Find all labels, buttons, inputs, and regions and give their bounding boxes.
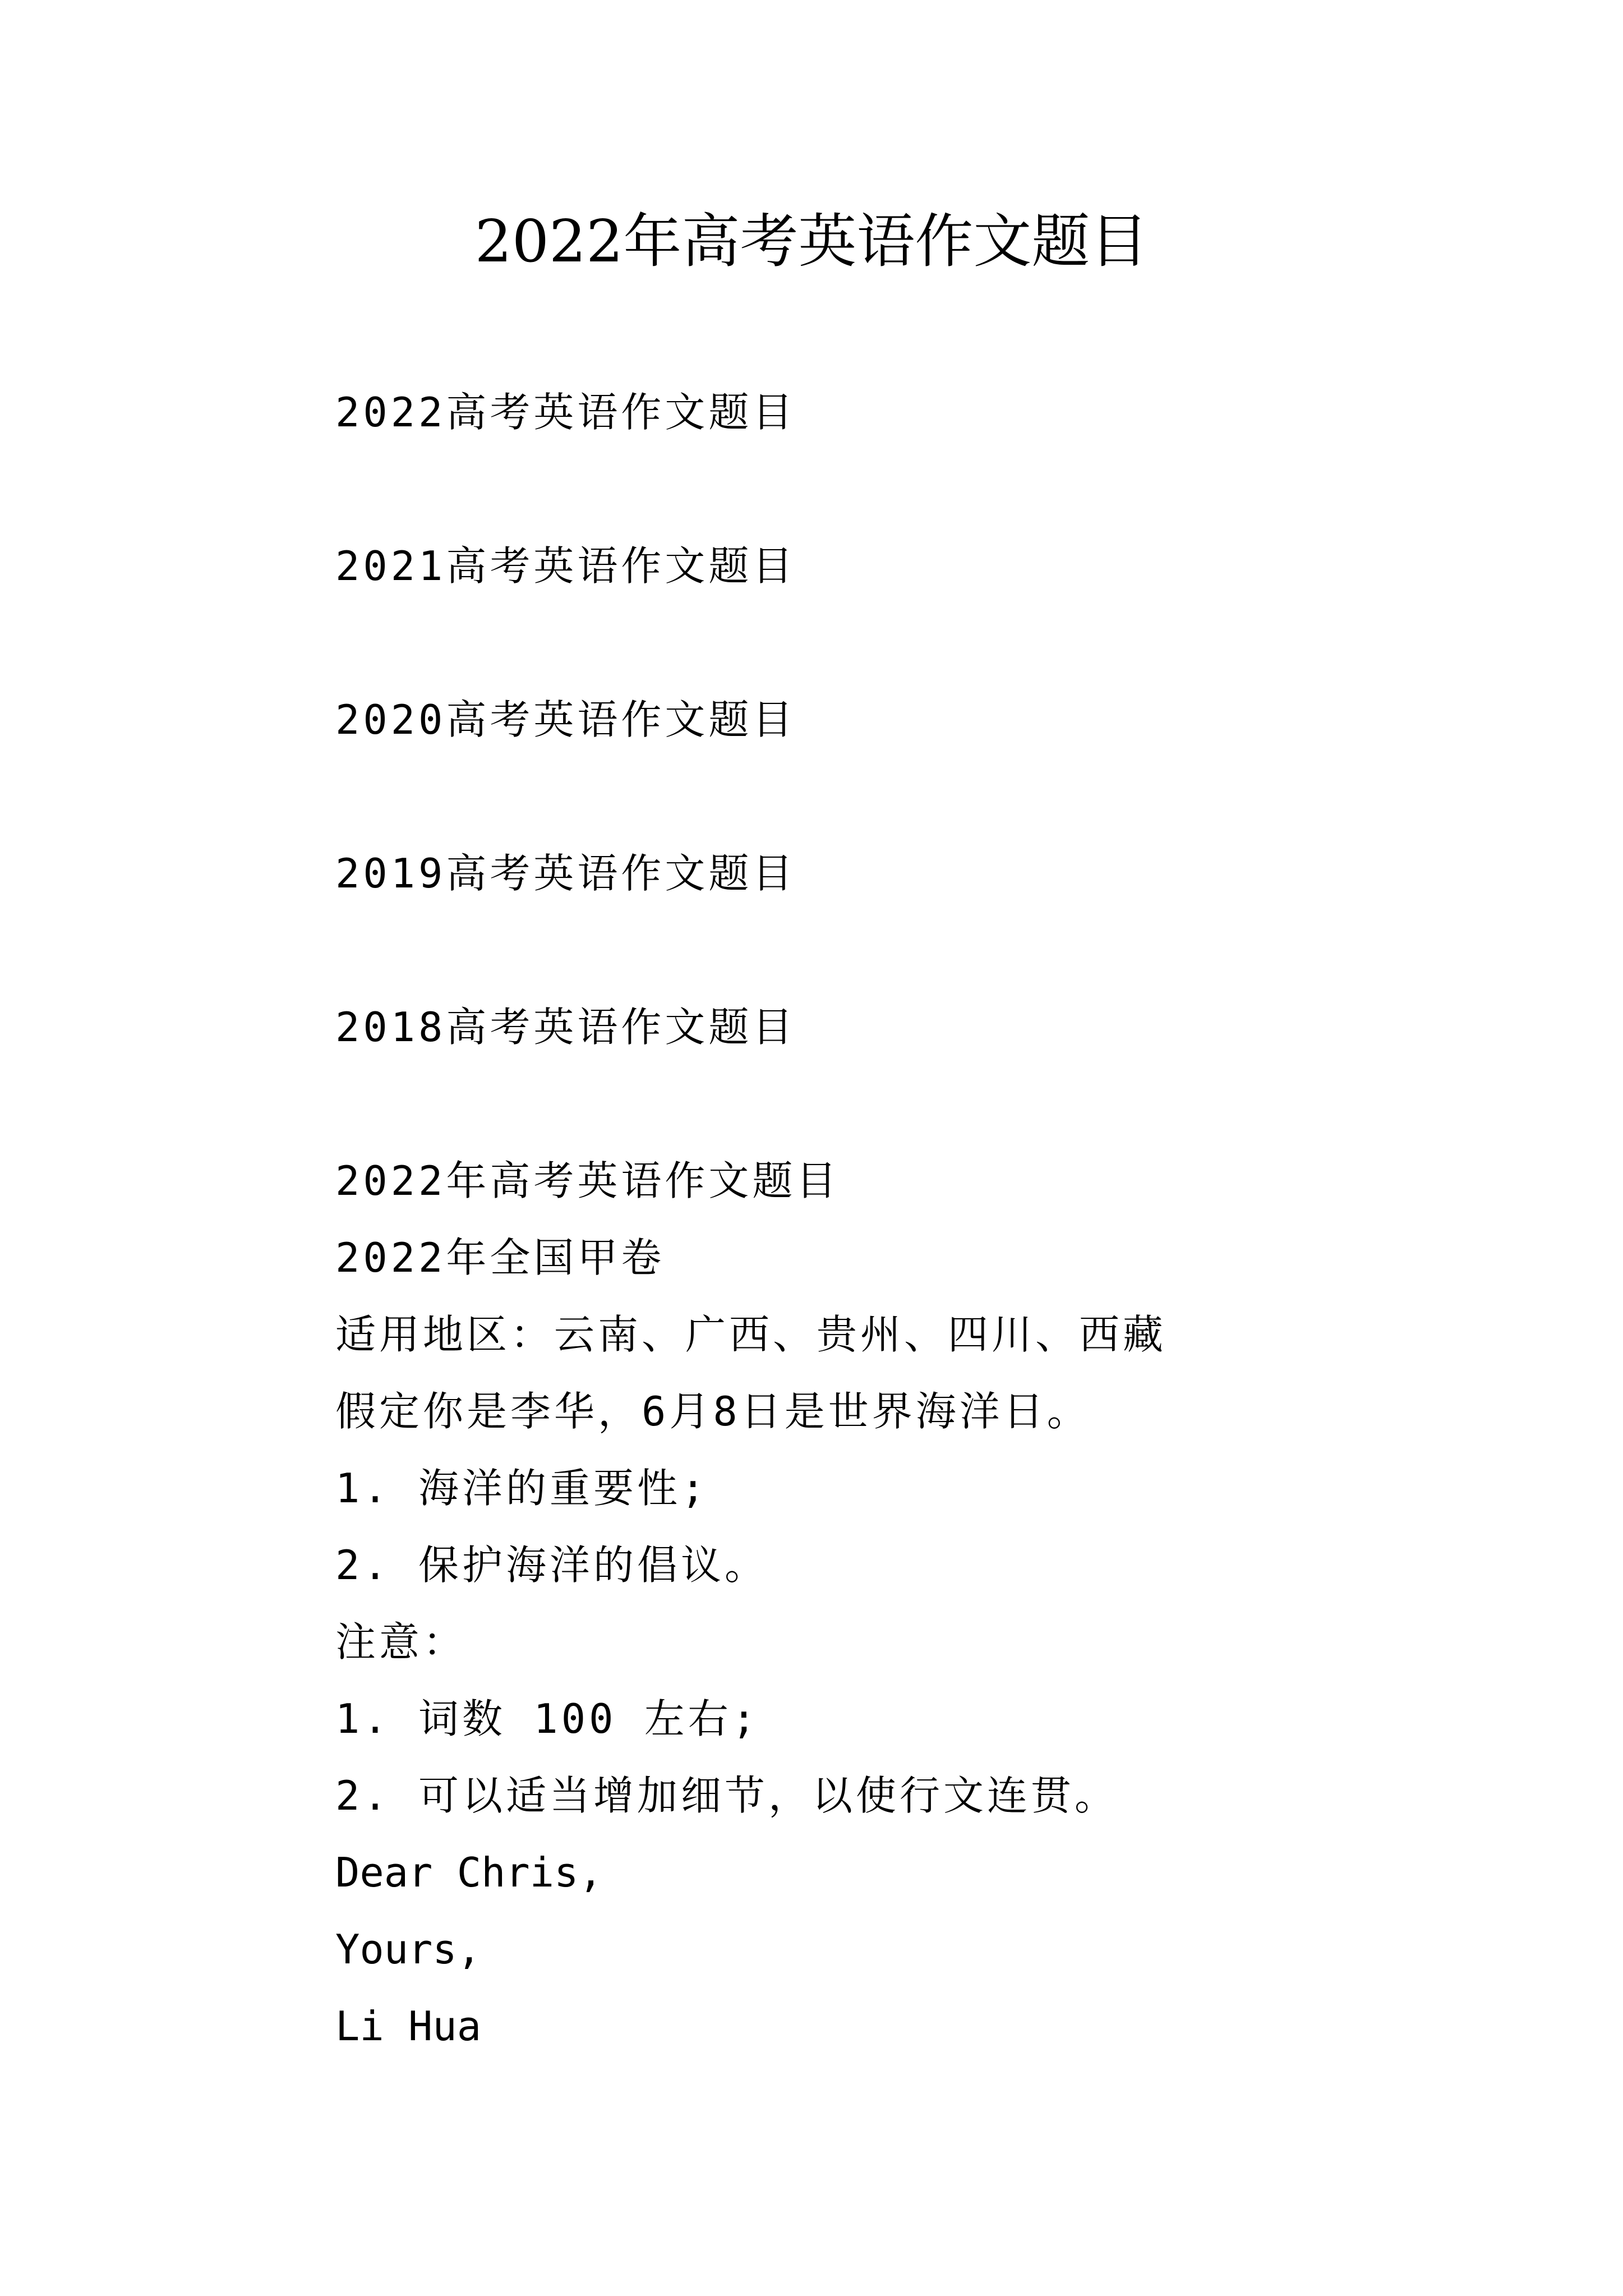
toc-item-2022: 2022高考英语作文题目	[335, 389, 796, 436]
prompt-scenario: 假定你是李华，6月8日是世界海洋日。	[335, 1388, 1091, 1435]
section-heading: 2022年高考英语作文题目	[335, 1157, 840, 1204]
toc-item-2019: 2019高考英语作文题目	[335, 850, 796, 897]
letter-signature: Li Hua	[335, 2003, 482, 2050]
requirement-2: 2. 保护海洋的倡议。	[335, 1542, 769, 1589]
toc-item-2021: 2021高考英语作文题目	[335, 542, 796, 590]
toc-item-2020: 2020高考英语作文题目	[335, 696, 796, 743]
note-2: 2. 可以适当增加细节，以使行文连贯。	[335, 1772, 1119, 1819]
notes-label: 注意：	[335, 1618, 467, 1665]
document-title: 2022年高考英语作文题目	[474, 207, 1149, 275]
letter-closing: Yours,	[335, 1926, 482, 1973]
applicable-regions: 适用地区：云南、广西、贵州、四川、西藏	[335, 1311, 1167, 1358]
note-1: 1. 词数 100 左右;	[335, 1695, 760, 1742]
exam-paper-name: 2022年全国甲卷	[335, 1234, 665, 1281]
letter-greeting: Dear Chris,	[335, 1849, 603, 1896]
document-content	[335, 381, 1569, 2072]
requirement-1: 1. 海洋的重要性;	[335, 1465, 709, 1512]
toc-item-2018: 2018高考英语作文题目	[335, 1004, 796, 1051]
